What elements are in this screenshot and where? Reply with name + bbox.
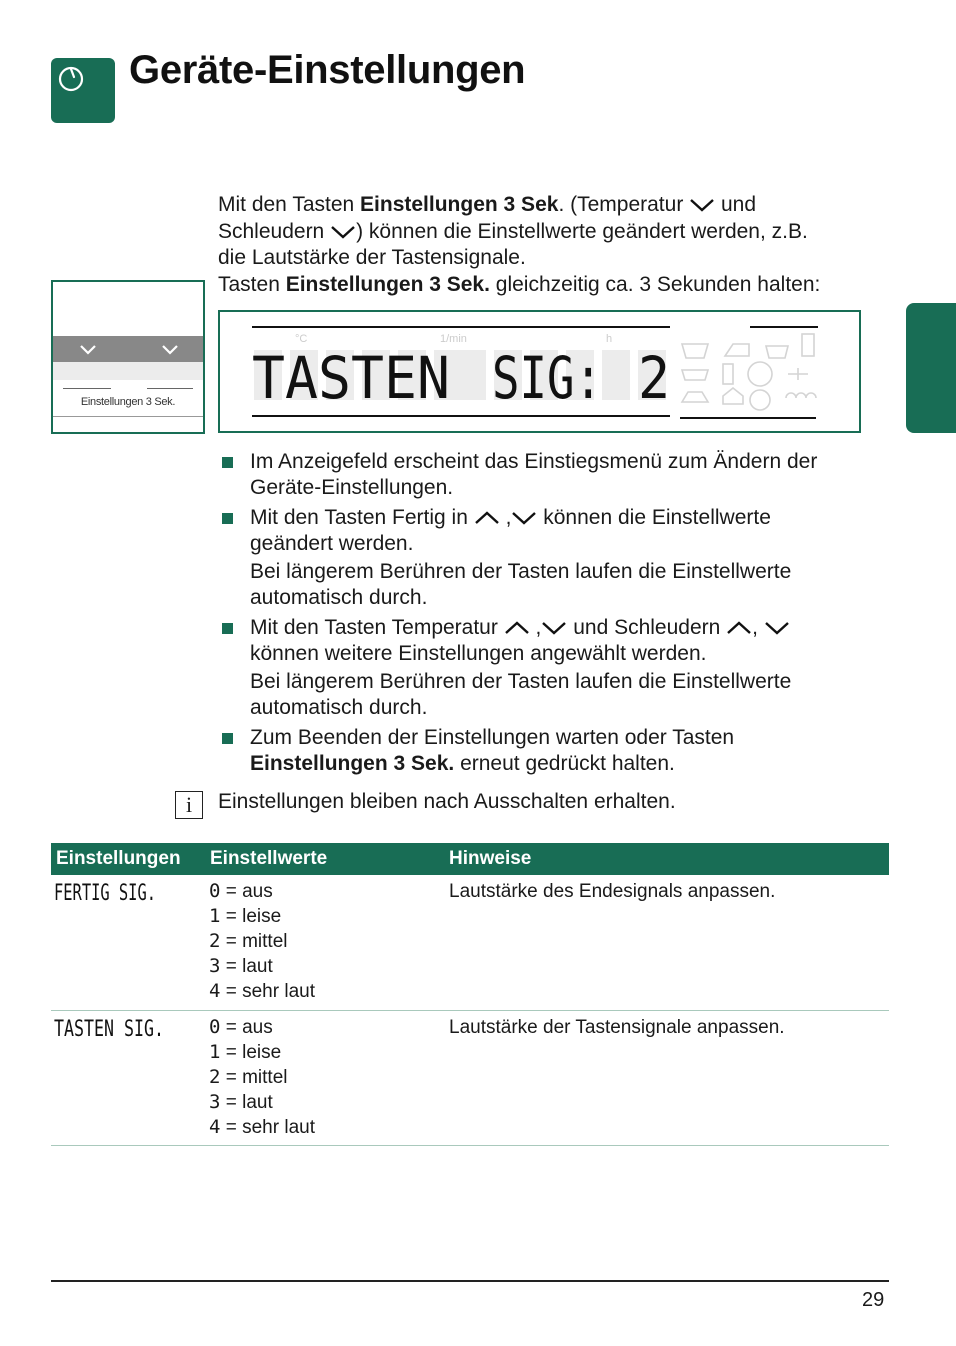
list-item-text-part: , [752,616,764,639]
list-item [218,505,898,556]
list-item-text-part: Mit den Tasten Temperatur [250,616,504,639]
chevron-down-icon [79,344,97,356]
list-item-text: geändert werden. [250,531,414,555]
value-item [209,904,315,929]
control-panel-illustration [51,280,205,434]
bullet-square [222,513,233,524]
chevron-up-icon [504,620,530,636]
chevron-up-icon [726,620,752,636]
setting-code [54,879,164,907]
chevron-down-icon [161,344,179,356]
chevron-up-icon [474,510,500,526]
bullet-square [222,457,233,468]
intro-text-part: Mit den Tasten [218,193,361,216]
value-label: = mittel [220,1067,288,1088]
list-item-text-part: Mit den Tasten Fertig in [250,506,474,529]
value-item [209,1015,315,1040]
list-item-text-part: können die Einstellwerte [537,506,771,529]
panel-divider [63,388,111,389]
value-code: 4 [209,1116,221,1138]
display-faint-label: h [606,333,613,345]
hint-text: Lautstärke der Tastensignale anpassen. [449,1017,785,1038]
value-label: = laut [220,1092,273,1113]
list-item-text: können weitere Einstellungen angewählt werden. [250,641,707,665]
setting-code-text: FERTIG SIG. [54,881,156,906]
instruction-list [218,449,898,781]
intro-line [218,272,898,299]
value-code: 3 [209,955,221,977]
value-label: = aus [220,1017,273,1038]
list-item-text: Bei längerem Berühren der Tasten laufen die Einstellwerte [250,560,792,583]
value-item [209,929,315,954]
value-label: = leise [220,906,282,927]
value-label: = sehr laut [220,981,315,1002]
bullet-square [222,733,233,744]
column-header-hinweise: Hinweise [449,848,532,869]
page-number: 29 [862,1289,885,1311]
intro-line [218,219,898,246]
table-header [51,843,889,875]
panel-button-bar [53,336,203,362]
chevron-down-icon [511,510,537,526]
value-item [209,1115,315,1140]
panel-label: Einstellungen 3 Sek. [80,396,176,408]
intro-text-part: ) können die Einstellwerte geändert werden, z.B. [356,219,808,243]
value-code: 1 [209,905,221,927]
value-list [209,879,315,1004]
intro-bold: Einstellungen 3 Sek. [285,272,490,296]
panel-strip [53,362,203,380]
list-item-text: Im Anzeigefeld erscheint das Einstiegsmenü zum Ändern der [250,450,818,473]
list-item-bold: Einstellungen 3 Sek. [250,751,455,775]
value-code: 2 [209,1066,221,1088]
lcd-display [218,310,861,433]
intro-text-part: gleichzeitig ca. 3 Sekunden halten: [489,272,821,296]
display-word-sig: SIG: [492,344,602,412]
table-row [51,875,889,1011]
value-label: = mittel [220,931,288,952]
list-item-text: Bei längerem Berühren der Tasten laufen die Einstellwerte [250,670,792,693]
display-faint-label: °C [295,333,308,345]
display-word-tasten: TASTEN [252,344,450,412]
table-row [51,1011,889,1146]
chevron-down-icon [689,197,715,213]
info-text: Einstellungen bleiben nach Ausschalten erhalten. [218,790,676,813]
list-item-text-part: , [529,616,542,639]
list-item-text: automatisch durch. [250,695,428,719]
value-code: 1 [209,1041,221,1063]
display-value: 2 [638,344,670,412]
value-label: = sehr laut [220,1117,315,1138]
bullet-square [222,623,233,634]
value-label: = aus [220,881,273,902]
hint-text: Lautstärke des Endesignals anpassen. [449,881,776,902]
value-label: = laut [220,956,273,977]
value-item [209,1090,315,1115]
value-code: 4 [209,980,221,1002]
chevron-down-icon [541,620,567,636]
value-code: 0 [209,880,221,902]
value-code: 3 [209,1091,221,1113]
column-header-einstellungen: Einstellungen [56,848,181,869]
intro-line: die Lautstärke der Tastensignale. [218,246,526,269]
chevron-down-icon [330,224,356,240]
list-item-note [218,669,898,720]
list-item-text: automatisch durch. [250,585,428,609]
list-item-note [218,559,898,610]
intro-text [218,192,898,298]
list-item-text [250,505,898,531]
page-title: Geräte-Einstellungen [129,48,526,92]
intro-text-part: . (Temperatur [558,193,690,216]
display-faint-label: 1/min [440,333,467,345]
intro-bold: Einstellungen 3 Sek [360,193,559,216]
setting-code [54,1015,169,1043]
list-item-text-part: erneut gedrückt halten. [454,751,675,775]
value-list [209,1015,315,1140]
value-item [209,1065,315,1090]
intro-text-part: Schleudern [218,219,331,243]
value-item [209,1040,315,1065]
chevron-down-icon [764,620,790,636]
list-item-text: Zum Beenden der Einstellungen warten oder Tasten [250,726,735,749]
panel-divider [147,388,193,389]
list-item-text: Geräte-Einstellungen. [250,475,454,499]
value-item [209,954,315,979]
intro-text-part: Tasten [218,272,286,296]
value-code: 0 [209,1016,221,1038]
value-item [209,879,315,904]
list-item-text-part: , [499,506,512,529]
value-label: = leise [220,1042,282,1063]
chapter-tab [906,303,956,433]
value-item [209,979,315,1004]
list-item [218,449,898,500]
panel-divider [53,416,203,417]
setting-code-text: TASTEN SIG. [54,1017,164,1042]
value-code: 2 [209,930,221,952]
intro-line [218,192,898,219]
column-header-einstellwerte: Einstellwerte [210,848,328,869]
list-item-text [250,615,898,641]
display-program-symbols [682,334,816,410]
list-item [218,615,898,666]
list-item-text [250,751,898,777]
footer-divider [51,1280,889,1282]
list-item [218,725,898,776]
info-icon: i [175,791,203,819]
list-item-text-part: und Schleudern [567,616,727,639]
intro-text-part: und [715,193,757,216]
power-timer-icon [51,58,115,123]
